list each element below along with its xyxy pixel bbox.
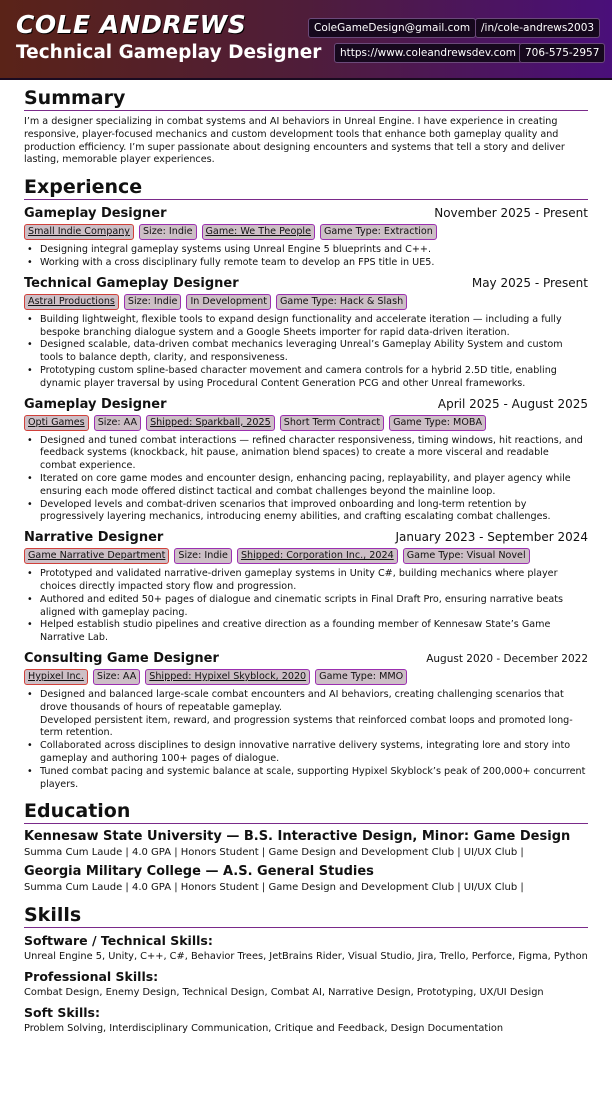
- game-type-tag: Game Type: MOBA: [389, 415, 486, 431]
- job-tags: [24, 224, 588, 240]
- game-link[interactable]: Game: We The People: [202, 224, 315, 240]
- game-link[interactable]: Shipped: Hypixel Skyblock, 2020: [145, 669, 310, 685]
- school-name: Kennesaw State University — B.S. Interactive Design, Minor: Game Design: [24, 829, 571, 845]
- email-link[interactable]: ColeGameDesign@gmail.com: [308, 18, 476, 38]
- status-tag: In Development: [186, 294, 271, 310]
- skills-heading: Skills: [24, 904, 588, 928]
- skill-group-label: Soft Skills:: [24, 1004, 100, 1020]
- job-title: Gameplay Designer: [24, 206, 167, 222]
- job-date: May 2025 - Present: [471, 275, 588, 290]
- game-type-tag: Game Type: Hack & Slash: [276, 294, 407, 310]
- job-bullets: [24, 435, 588, 525]
- bullet-item: [24, 689, 588, 740]
- linkedin-link[interactable]: /in/cole-andrews2003: [475, 18, 600, 38]
- skill-group-text: Unreal Engine 5, Unity, C++, C#, Behavior Trees, JetBrains Rider, Visual Studio, Jira, Trello, Perforce, Figma, Python: [24, 951, 588, 963]
- job-date: August 2020 - December 2022: [426, 652, 588, 665]
- skill-group-text: Problem Solving, Interdisciplinary Communication, Critique and Feedback, Design Documentation: [24, 1022, 504, 1034]
- job-entry: [24, 276, 588, 391]
- candidate-name: COLE ANDREWS: [16, 10, 247, 39]
- game-link[interactable]: Shipped: Corporation Inc., 2024: [237, 548, 398, 564]
- job-tags: [24, 669, 588, 685]
- bullet-item: • Authored and edited 50+ pages of dialogue and cinematic scripts in Final Draft Pro, ensuring narrative beats aligned with gameplay pacing.: [24, 594, 588, 620]
- size-tag: Size: AA: [94, 415, 141, 431]
- company-link[interactable]: Opti Games: [24, 415, 89, 431]
- size-tag: Size: Indie: [139, 224, 197, 240]
- school-name: Georgia Military College — A.S. General Studies: [24, 864, 374, 880]
- game-type-tag: Game Type: MMO: [315, 669, 407, 685]
- bullet-item: • Prototyped and validated narrative-driven gameplay systems in Unity C#, building mechanics where player choices directly impacted story flow and progression.: [24, 568, 588, 594]
- job-title: Narrative Designer: [24, 530, 164, 546]
- summary-text: I’m a designer specializing in combat systems and AI behaviors in Unreal Engine. I have experience in creating responsive, player-focused mechanics and custom development tools that enhance both gameplay quality and production efficiency. I’m super passionate about designing encounters and systems that tell a story and deliver lasting, memorable player experiences.: [24, 116, 565, 166]
- job-entry: [24, 530, 588, 645]
- school-details: Summa Cum Laude | 4.0 GPA | Honors Student | Game Design and Development Club | UI/UX Club |: [24, 882, 524, 894]
- contract-tag: Short Term Contract: [280, 415, 384, 431]
- bullet-item: • Designed and tuned combat interactions — refined character responsiveness, timing windows, hit reactions, and feedback systems (knockback, hit pause, animation blend spaces) to create a more visceral and readable combat experience.: [24, 435, 588, 473]
- job-tags: [24, 415, 588, 431]
- bullet-item: • Working with a cross disciplinary fully remote team to develop an FPS title in UE5.: [24, 257, 588, 270]
- bullet-item: • Iterated on core game modes and encounter design, enhancing pacing, replayability, and player agency while ensuring each mode offered distinct tactical and combat challenges beyond the mainline loop.: [24, 473, 588, 499]
- bullet-item: • Tuned combat pacing and systemic balance at scale, supporting Hypixel Skyblock’s peak of 200,000+ concurrent players.: [24, 766, 588, 792]
- game-type-tag: Game Type: Visual Novel: [403, 548, 530, 564]
- school-details: Summa Cum Laude | 4.0 GPA | Honors Student | Game Design and Development Club | UI/UX Club |: [24, 847, 524, 859]
- summary-heading: Summary: [24, 87, 588, 111]
- job-date: January 2023 - September 2024: [395, 530, 588, 545]
- company-link[interactable]: Hypixel Inc.: [24, 669, 88, 685]
- bullet-item: • Developed levels and combat-driven scenarios that improved onboarding and long-term retention by progressively layering mechanics, introducing enemy abilities, and crafting escalating combat challenges.: [24, 499, 588, 525]
- bullet-item: • Helped establish studio pipelines and creative direction as a founding member of Kennesaw State’s Game Narrative Lab.: [24, 619, 588, 645]
- job-title-heading: Technical Gameplay Designer: [16, 42, 322, 63]
- company-link[interactable]: Small Indie Company: [24, 224, 134, 240]
- bullet-item: • Designing integral gameplay systems using Unreal Engine 5 blueprints and C++.: [24, 244, 588, 257]
- bullet-item: • Building lightweight, flexible tools to expand design functionality and accelerate iteration — including a fully bespoke branching dialogue system and a Google Sheets importer for rapid data-driven iteration.: [24, 314, 588, 340]
- bullet-text: Designed and balanced large-scale combat encounters and AI behaviors, creating challenging scenarios that drove thousands of hours of repeatable gameplay.: [40, 688, 564, 713]
- bullet-item: • Designed scalable, data-driven combat mechanics leveraging Unreal’s Gameplay Ability System and custom tools to balance depth, clarity, and responsiveness.: [24, 339, 588, 365]
- job-title: Gameplay Designer: [24, 396, 167, 412]
- phone-number[interactable]: 706-575-2957: [519, 43, 605, 63]
- job-date: April 2025 - August 2025: [437, 396, 588, 411]
- experience-heading: Experience: [24, 176, 588, 200]
- skill-group-label: Professional Skills:: [24, 969, 159, 985]
- job-bullets: [24, 568, 588, 645]
- job-entry: [24, 397, 588, 525]
- job-bullets: [24, 689, 588, 791]
- bullet-item: • Prototyping custom spline-based character movement and camera controls for a hybrid 2.5D title, enabling dynamic player traversal by using Procedural Content Generation PCG and other Unreal frameworks.: [24, 365, 588, 391]
- game-type-tag: Game Type: Extraction: [320, 224, 437, 240]
- header-banner: [0, 0, 612, 80]
- size-tag: Size: Indie: [174, 548, 232, 564]
- company-link[interactable]: Game Narrative Department: [24, 548, 169, 564]
- job-bullets: [24, 314, 588, 391]
- job-date: November 2025 - Present: [434, 206, 588, 221]
- resume-body: [24, 87, 588, 1036]
- job-entry: [24, 206, 588, 270]
- job-tags: [24, 294, 588, 310]
- skill-group-label: Software / Technical Skills:: [24, 933, 213, 949]
- game-link[interactable]: Shipped: Sparkball, 2025: [146, 415, 275, 431]
- skill-group-text: Combat Design, Enemy Design, Technical Design, Combat AI, Narrative Design, Prototyping, UX/UI Design: [24, 987, 544, 999]
- bullet-item: • Collaborated across disciplines to design innovative narrative delivery systems, integrating lore and story into gameplay and authoring 100+ pages of dialogue.: [24, 740, 588, 766]
- website-link[interactable]: https://www.coleandrewsdev.com: [334, 43, 522, 63]
- job-bullets: [24, 244, 588, 270]
- company-link[interactable]: Astral Productions: [24, 294, 119, 310]
- education-heading: Education: [24, 800, 588, 824]
- bullet-text: Developed persistent item, reward, and progression systems that reinforced combat loops and promoted long-term retention.: [40, 714, 573, 739]
- size-tag: Size: Indie: [124, 294, 182, 310]
- job-title: Technical Gameplay Designer: [24, 275, 239, 291]
- job-entry: [24, 651, 588, 791]
- job-title: Consulting Game Designer: [24, 650, 219, 666]
- job-tags: [24, 548, 588, 564]
- size-tag: Size: AA: [93, 669, 140, 685]
